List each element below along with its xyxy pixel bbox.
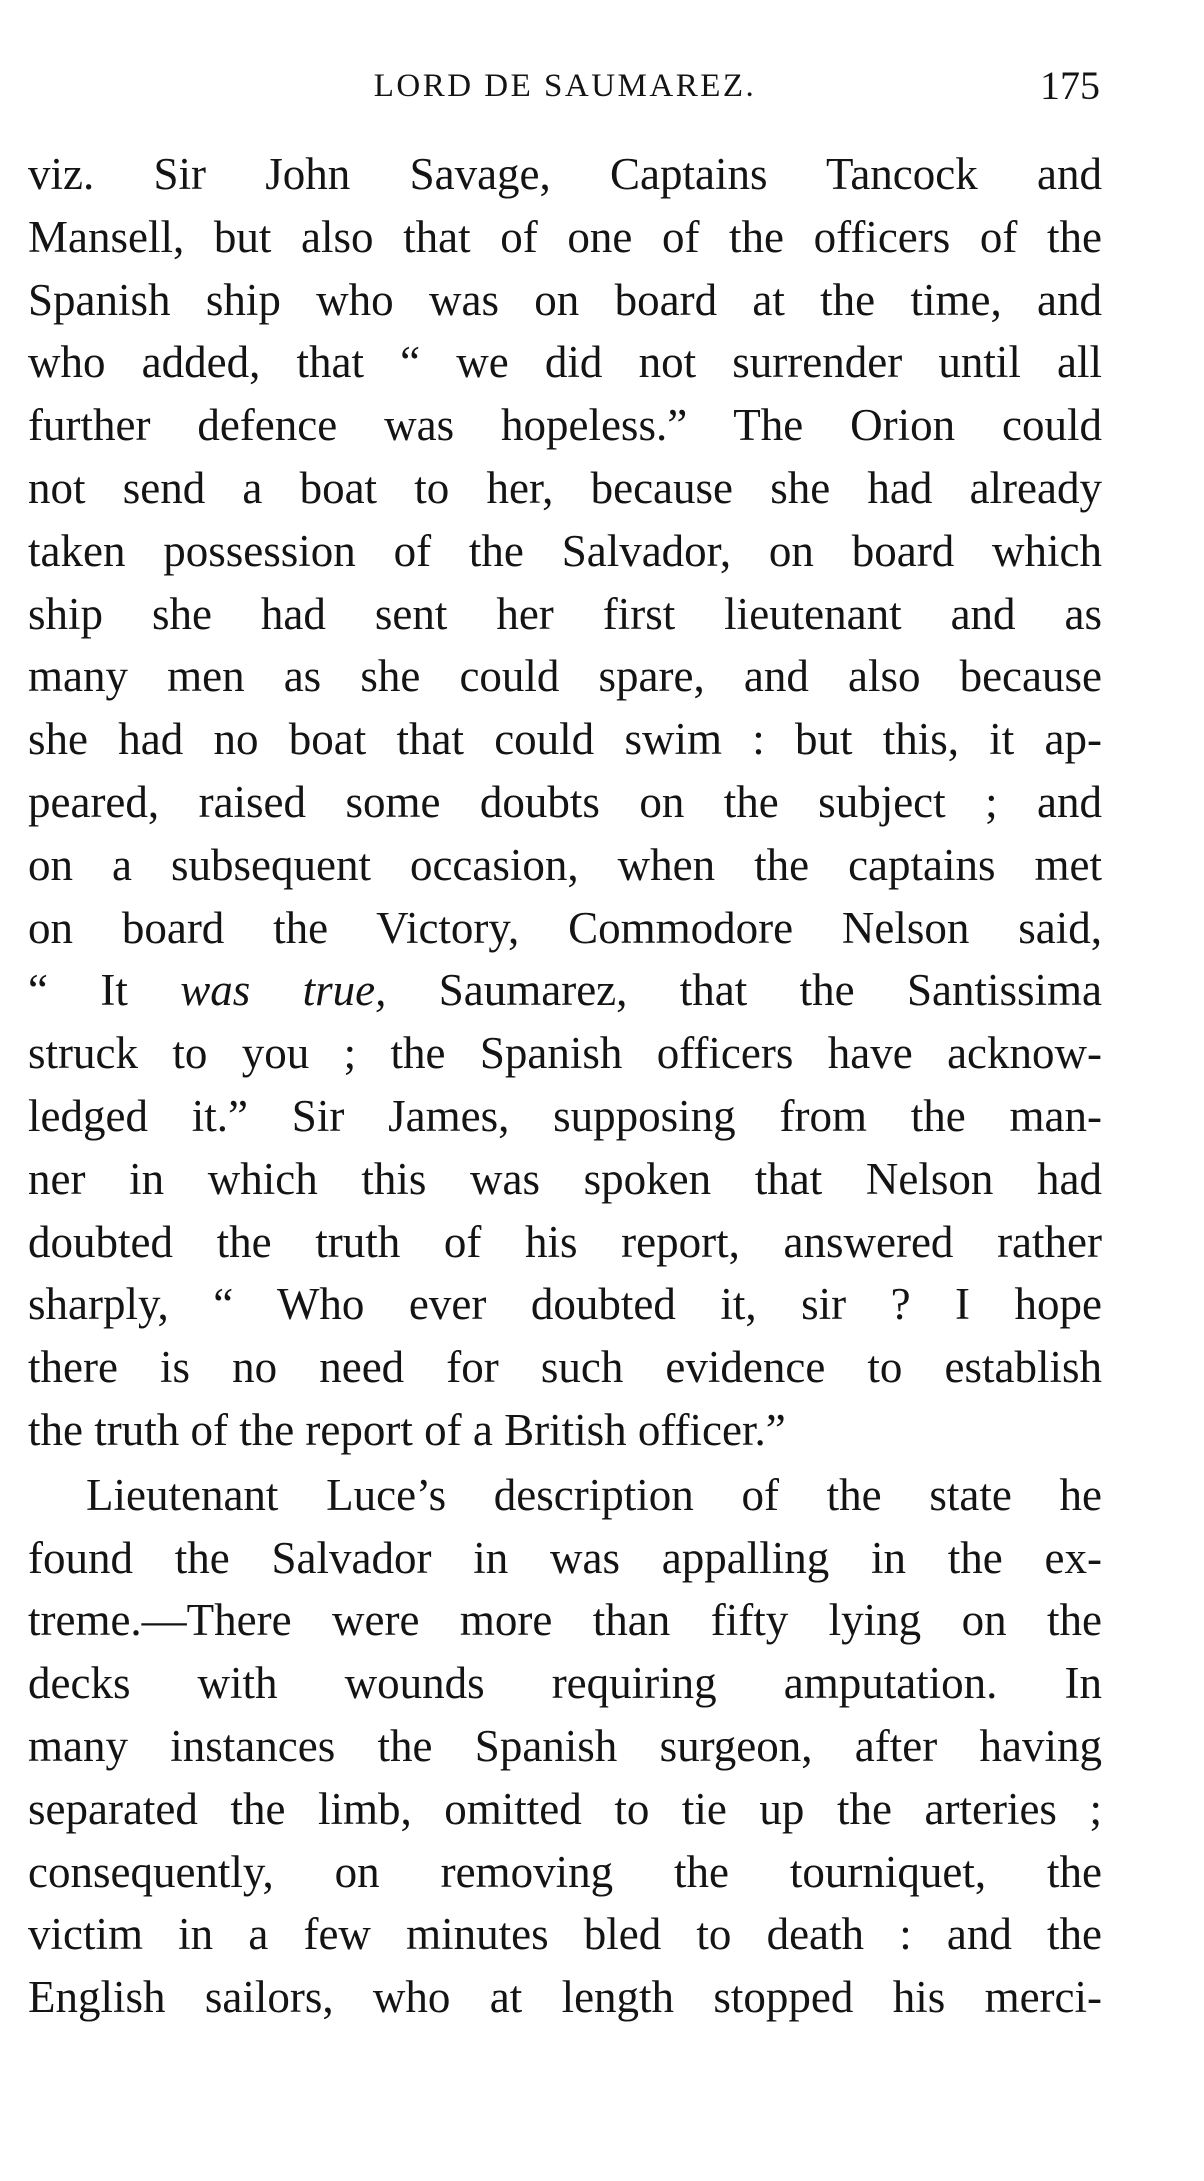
text-line: ner in which this was spoken that Nelson had — [28, 1153, 1102, 1204]
text-line: ledged it.” Sir James, supposing from the man- — [28, 1090, 1102, 1141]
text-line: sharply, “ Who ever doubted it, sir ? I hope — [28, 1279, 1102, 1330]
text-line: struck to you ; the Spanish officers have acknow- — [28, 1028, 1102, 1079]
text-line: separated the limb, omitted to tie up the arteries ; — [28, 1783, 1102, 1834]
text-line: many men as she could spare, and also because — [28, 651, 1102, 702]
text-line: consequently, on removing the tourniquet, the — [28, 1846, 1102, 1897]
text-line: taken possession of the Salvador, on board which — [28, 525, 1102, 576]
running-head — [30, 62, 1100, 112]
text-line: she had no boat that could swim : but this, it ap- — [28, 714, 1102, 765]
text-line: many instances the Spanish surgeon, after having — [28, 1720, 1102, 1771]
text-line: further defence was hopeless.” The Orion could — [28, 400, 1102, 451]
body-text — [28, 143, 1102, 2029]
italic-text: was true, — [180, 965, 387, 1016]
text-span: “ It — [28, 965, 181, 1016]
paragraph-start-line: Lieutenant Luce’s description of the state he — [86, 1469, 1102, 1520]
text-line: found the Salvador in was appalling in the ex- — [28, 1532, 1102, 1583]
text-line: who added, that “ we did not surrender until all — [28, 337, 1102, 388]
text-line: on a subsequent occasion, when the captains met — [28, 839, 1102, 890]
text-line: decks with wounds requiring amputation. In — [28, 1658, 1102, 1709]
text-line: viz. Sir John Savage, Captains Tancock and — [28, 149, 1102, 199]
text-line: treme.—There were more than fifty lying on the — [28, 1595, 1102, 1646]
page-number: 175 — [1040, 63, 1100, 108]
text-line: not send a boat to her, because she had already — [28, 462, 1102, 513]
text-line: Mansell, but also that of one of the officers of the — [28, 211, 1102, 262]
text-line: there is no need for such evidence to establish — [28, 1342, 1102, 1393]
text-line: Spanish ship who was on board at the time, and — [28, 274, 1102, 325]
text-line: doubted the truth of his report, answered rather — [28, 1216, 1102, 1267]
text-line: peared, raised some doubts on the subject ; and — [28, 776, 1102, 827]
running-title: LORD DE SAUMAREZ. — [373, 68, 757, 104]
text-line-with-italic — [28, 959, 1102, 1022]
text-line: English sailors, who at length stopped his merci- — [28, 1972, 1102, 2023]
text-line: victim in a few minutes bled to death : and the — [28, 1909, 1102, 1960]
text-line: on board the Victory, Commodore Nelson said, — [28, 902, 1102, 953]
paragraph-end-line: the truth of the report of a British officer.” — [28, 1404, 786, 1455]
text-span: Saumarez, that the Santissima — [386, 965, 1103, 1016]
text-line: ship she had sent her first lieutenant and as — [28, 588, 1102, 639]
